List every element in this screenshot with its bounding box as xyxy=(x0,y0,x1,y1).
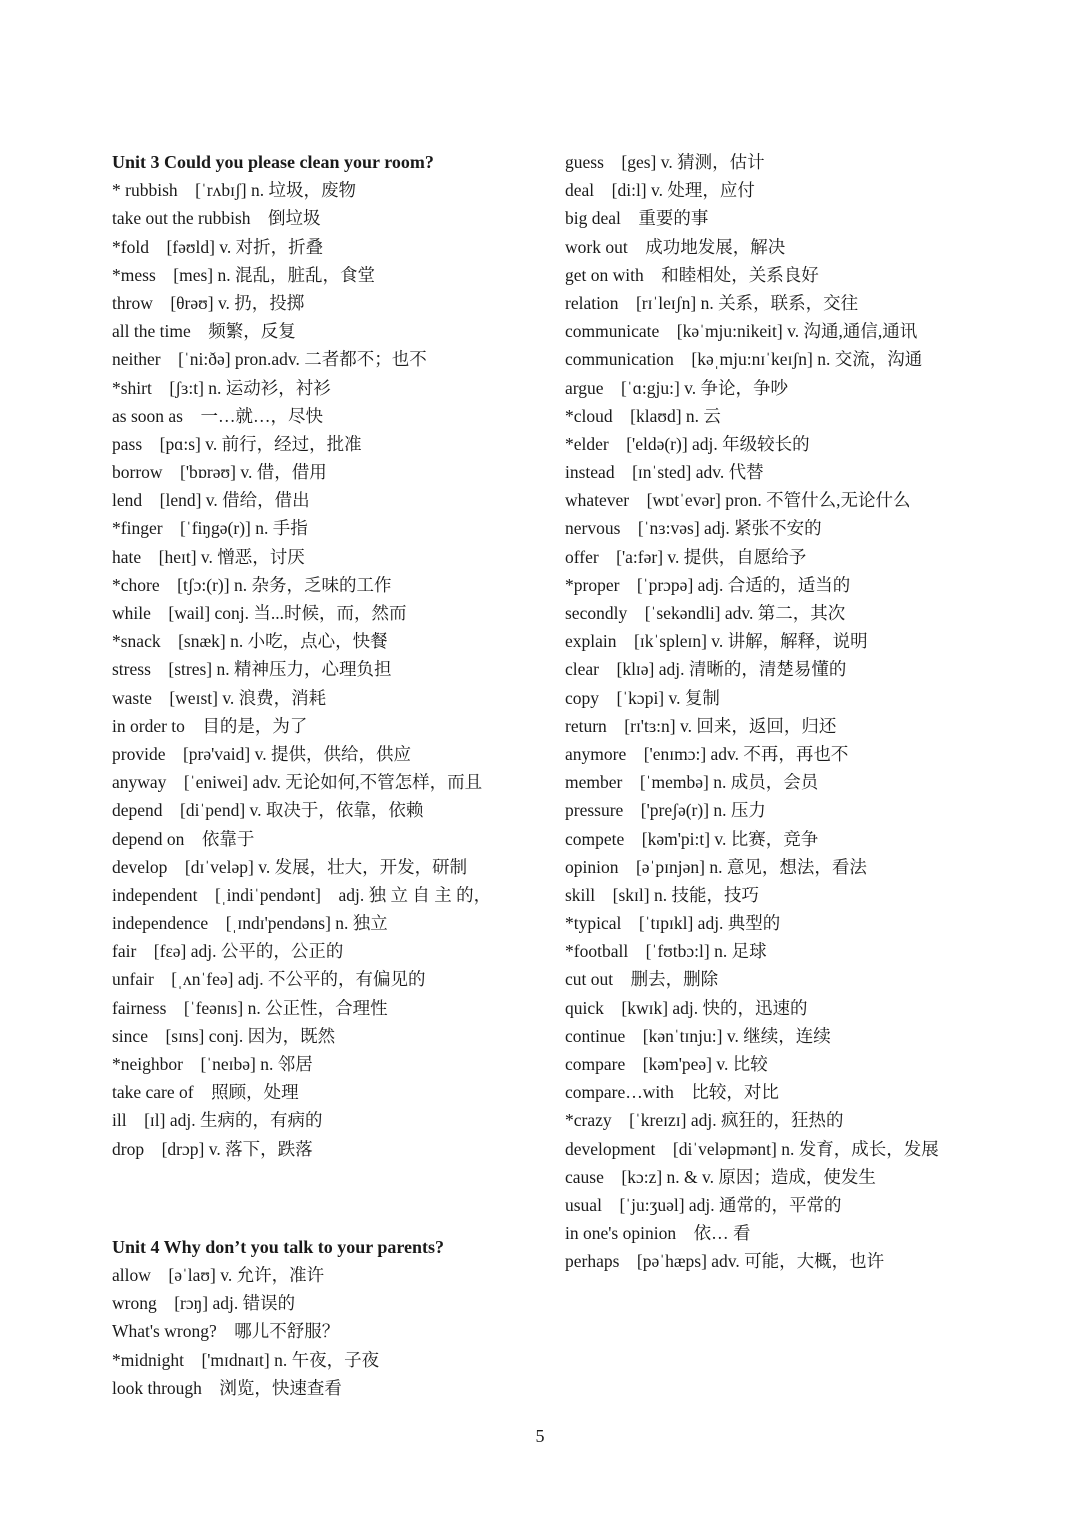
vocab-entry: instead [ɪnˈsted] adv. 代替 xyxy=(565,462,764,483)
vocab-entry: *fold [fəʊld] v. 对折，折叠 xyxy=(112,236,324,257)
right-column xyxy=(565,148,995,1276)
vocab-entry: get on with 和睦相处，关系良好 xyxy=(565,264,819,285)
vocab-entry: since [sɪns] conj. 因为，既然 xyxy=(112,1025,336,1046)
vocab-entry: nervous [ˈnɜ:vəs] adj. 紧张不安的 xyxy=(565,518,822,539)
unit4-entry-list xyxy=(112,1261,542,1402)
vocab-entry: *midnight ['mɪdnaɪt] n. 午夜，子夜 xyxy=(112,1349,380,1370)
vocab-entry: work out 成功地发展，解决 xyxy=(565,236,786,257)
vocab-entry: allow [əˈlaʊ] v. 允许，准许 xyxy=(112,1264,325,1285)
vocab-entry: member [ˈmembə] n. 成员，会员 xyxy=(565,772,819,793)
vocab-entry: while [wail] conj. 当...时候，而，然而 xyxy=(112,603,407,623)
vocab-entry: compare…with 比较，对比 xyxy=(565,1082,779,1103)
vocab-entry: argue [ˈɑ:gju:] v. 争论，争吵 xyxy=(565,377,789,398)
vocab-entry: *proper [ˈprɔpə] adj. 合适的，适当的 xyxy=(565,574,851,595)
vocab-entry: borrow ['bɒrəʊ] v. 借，借用 xyxy=(112,462,327,483)
section-spacer xyxy=(112,1163,542,1233)
vocab-entry: communication [kəˌmju:nɪˈkeɪʃn] n. 交流，沟通 xyxy=(565,349,923,370)
page-number: 5 xyxy=(535,1426,545,1446)
vocab-entry: waste [weɪst] v. 浪费，消耗 xyxy=(112,687,327,708)
vocab-entry: throw [θrəʊ] v. 扔，投掷 xyxy=(112,292,305,313)
vocab-entry: pass [pɑ:s] v. 前行，经过，批准 xyxy=(112,433,362,454)
unit4-title: Unit 4 Why don’t you talk to your parents? xyxy=(112,1236,445,1257)
vocab-entry: fairness [ˈfeənɪs] n. 公正性，合理性 xyxy=(112,997,388,1018)
unit3-title: Unit 3 Could you please clean your room? xyxy=(112,152,434,172)
vocab-entry: skill [skɪl] n. 技能，技巧 xyxy=(565,884,759,905)
vocab-entry: independent [ˌindiˈpendənt] adj. 独 立 自 主 的， xyxy=(112,884,492,905)
vocab-entry: *snack [snæk] n. 小吃，点心，快餐 xyxy=(112,631,388,652)
vocab-entry: *typical [ˈtɪpɪkl] adj. 典型的 xyxy=(565,913,781,934)
vocab-entry: ill [ɪl] adj. 生病的，有病的 xyxy=(112,1110,323,1131)
vocab-entry: independence [ˌɪndɪ'pendəns] n. 独立 xyxy=(112,913,388,934)
vocab-entry: compare [kəm'peə] v. 比较 xyxy=(565,1054,768,1074)
vocab-entry: offer ['a:fər] v. 提供，自愿给予 xyxy=(565,546,807,567)
vocab-entry: in one's opinion 依… 看 xyxy=(565,1223,751,1244)
vocab-entry: *finger [ˈfiŋgə(r)] n. 手指 xyxy=(112,518,308,539)
vocab-entry: *football [ˈfʊtbɔ:l] n. 足球 xyxy=(565,941,767,962)
vocab-entry: guess [ges] v. 猜测，估计 xyxy=(565,152,765,172)
vocab-entry: whatever [wɒtˈevər] pron. 不管什么,无论什么 xyxy=(565,490,911,511)
vocab-entry: explain [ɪkˈspleɪn] v. 讲解，解释，说明 xyxy=(565,631,868,652)
vocab-entry: perhaps [pəˈhæps] adv. 可能，大概，也许 xyxy=(565,1251,885,1272)
vocab-entry: return [rɪ'tɜ:n] v. 回来，返回，归还 xyxy=(565,715,837,736)
vocab-entry: *neighbor [ˈneɪbə] n. 邻居 xyxy=(112,1054,313,1074)
vocab-entry: cause [kɔ:z] n. & v. 原因；造成，使发生 xyxy=(565,1166,876,1187)
vocab-entry: wrong [rɔŋ] adj. 错误的 xyxy=(112,1293,296,1314)
vocab-entry: in order to 目的是，为了 xyxy=(112,715,308,736)
vocab-entry: *mess [mes] n. 混乱，脏乱，食堂 xyxy=(112,264,375,285)
vocab-entry: take out the rubbish 倒垃圾 xyxy=(112,208,321,229)
vocab-entry: drop [drɔp] v. 落下，跌落 xyxy=(112,1138,313,1159)
vocab-entry: unfair [ˌʌnˈfeə] adj. 不公平的，有偏见的 xyxy=(112,969,426,990)
vocab-entry: lend [lend] v. 借给，借出 xyxy=(112,490,310,511)
vocab-entry: secondly [ˈsekəndli] adv. 第二，其次 xyxy=(565,603,846,623)
vocab-entry: big deal 重要的事 xyxy=(565,208,709,229)
vocab-entry: What's wrong? 哪儿不舒服？ xyxy=(112,1321,340,1342)
vocab-entry: neither [ˈni:ðə] pron.adv. 二者都不；也不 xyxy=(112,349,427,370)
vocab-entry: stress [stres] n. 精神压力，心理负担 xyxy=(112,659,392,680)
unit3-entry-list xyxy=(112,176,542,1163)
vocab-entry: provide [prə'vaid] v. 提供，供给，供应 xyxy=(112,743,411,764)
vocab-entry: look through 浏览，快速查看 xyxy=(112,1377,342,1398)
vocab-entry: fair [fɛə] adj. 公平的，公正的 xyxy=(112,941,344,962)
vocab-entry: *chore [tʃɔ:(r)] n. 杂务，乏味的工作 xyxy=(112,574,392,595)
vocab-entry: usual [ˈju:ʒuəl] adj. 通常的，平常的 xyxy=(565,1194,842,1215)
vocab-entry: depend [diˈpend] v. 取决于，依靠，依赖 xyxy=(112,800,424,821)
vocab-entry: anymore ['enɪmɔ:] adv. 不再，再也不 xyxy=(565,743,849,764)
vocab-entry: anyway [ˈeniwei] adv. 无论如何,不管怎样，而且 xyxy=(112,772,483,793)
vocab-entry: all the time 频繁，反复 xyxy=(112,321,296,342)
vocab-entry: opinion [əˈpɪnjən] n. 意见，想法，看法 xyxy=(565,856,867,877)
vocab-entry: continue [kənˈtɪnju:] v. 继续，连续 xyxy=(565,1025,831,1046)
vocab-entry: quick [kwɪk] adj. 快的，迅速的 xyxy=(565,997,808,1018)
vocab-entry: as soon as 一…就…，尽快 xyxy=(112,405,323,426)
vocab-entry: hate [heɪt] v. 憎恶，讨厌 xyxy=(112,546,305,567)
vocab-entry: clear [klɪə] adj. 清晰的，清楚易懂的 xyxy=(565,659,847,680)
vocab-entry: pressure ['preʃə(r)] n. 压力 xyxy=(565,800,766,821)
vocab-entry: cut out 删去，删除 xyxy=(565,969,719,990)
left-column xyxy=(112,148,542,1402)
vocab-entry: copy [ˈkɔpi] v. 复制 xyxy=(565,687,720,708)
vocab-entry: *crazy [ˈkreɪzɪ] adj. 疯狂的，狂热的 xyxy=(565,1110,844,1131)
vocab-entry: deal [di:l] v. 处理，应付 xyxy=(565,180,755,201)
vocab-entry: development [diˈveləpmənt] n. 发育，成长，发展 xyxy=(565,1138,939,1159)
vocab-entry: depend on 依靠于 xyxy=(112,828,255,849)
vocab-entry: *shirt [ʃɜ:t] n. 运动衫，衬衫 xyxy=(112,377,331,398)
vocab-entry: develop [dɪˈveləp] v. 发展，壮大，开发，研制 xyxy=(112,856,468,877)
vocab-entry: compete [kəm'pi:t] v. 比赛，竞争 xyxy=(565,828,819,849)
vocab-entry: *elder ['eldə(r)] adj. 年级较长的 xyxy=(565,433,810,454)
vocab-entry: relation [rɪˈleɪʃn] n. 关系，联系，交往 xyxy=(565,292,859,313)
right-entry-list xyxy=(565,148,995,1276)
vocab-entry: take care of 照顾，处理 xyxy=(112,1082,299,1103)
vocab-entry: *cloud [klaʊd] n. 云 xyxy=(565,405,721,426)
vocab-entry: communicate [kəˈmju:nikeit] v. 沟通,通信,通讯 xyxy=(565,321,918,342)
vocab-entry: * rubbish [ˈrʌbɪʃ] n. 垃圾，废物 xyxy=(112,180,356,201)
